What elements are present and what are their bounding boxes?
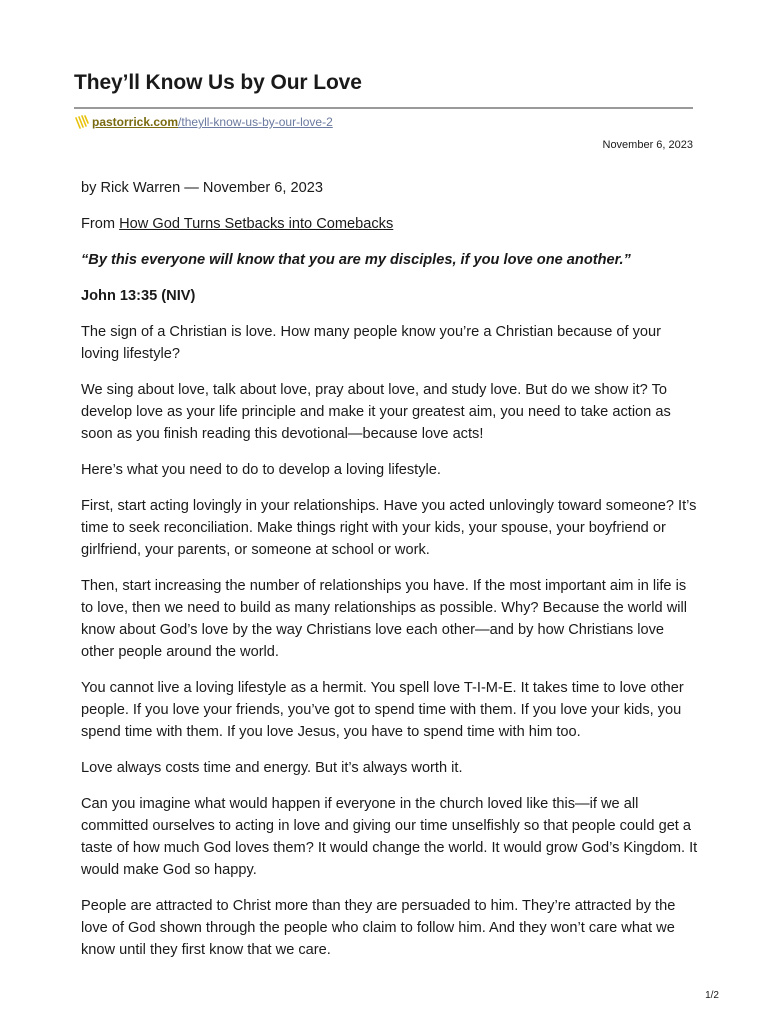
scripture-verse: “By this everyone will know that you are my disciples, if you love one another.” [81,252,631,268]
source-link-icon [74,114,90,130]
paragraph: The sign of a Christian is love. How many people know you’re a Christian because of your loving lifestyle? [81,324,661,362]
paragraph: Then, start increasing the number of relationships you have. If the most important aim in life is to love, then we need to build as many relationships as possible. Why? Because the world will know about God’s love by the way Christians love each other—and by how Christians love other people around the world. [81,578,687,660]
paragraph: Here’s what you need to do to develop a loving lifestyle. [81,462,441,478]
source-link[interactable] [74,113,333,131]
saved-date: November 6, 2023 [602,139,693,151]
source-path[interactable]: /theyll-know-us-by-our-love-2 [178,115,333,129]
page-number: 1/2 [705,990,719,1001]
paragraph: First, start acting lovingly in your relationships. Have you acted unlovingly toward someone? It’s time to seek reconciliation. Make things right with your kids, your spouse, your boyfriend or girlfriend, your parents, or someone at school or work. [81,498,697,558]
from-line [81,213,701,235]
byline: by Rick Warren — November 6, 2023 [81,180,323,196]
source-domain[interactable]: pastorrick.com [92,115,179,129]
scripture-reference: John 13:35 (NIV) [81,288,196,304]
page-title: They’ll Know Us by Our Love [74,71,362,94]
from-prefix: From [81,216,120,232]
paragraph: We sing about love, talk about love, pray about love, and study love. But do we show it? To develop love as your life principle and make it your greatest aim, you need to take action as soon as you finish reading this devotional—because love acts! [81,382,671,442]
paragraph: Can you imagine what would happen if everyone in the church loved like this—if we all committed ourselves to acting in love and giving our time unselfishly so that people could get a taste of how much God loves them? It would change the world. It would grow God’s Kingdom. It would make God so happy. [81,796,698,878]
paragraph: You cannot live a loving lifestyle as a hermit. You spell love T-I-M-E. It takes time to love other people. If you love your friends, you’ve got to spend time with them. If you love your kids, you spend time with them. If you love Jesus, you have to spend time with him too. [81,680,684,740]
article-body [81,177,701,975]
paragraph: People are attracted to Christ more than they are persuaded to him. They’re attracted by the love of God shown through the people who claim to follow him. And they won’t care what we know until they first know that we care. [81,898,676,958]
book-link[interactable]: How God Turns Setbacks into Comebacks [119,216,394,232]
title-divider [74,107,693,109]
paragraph: Love always costs time and energy. But it’s always worth it. [81,760,463,776]
